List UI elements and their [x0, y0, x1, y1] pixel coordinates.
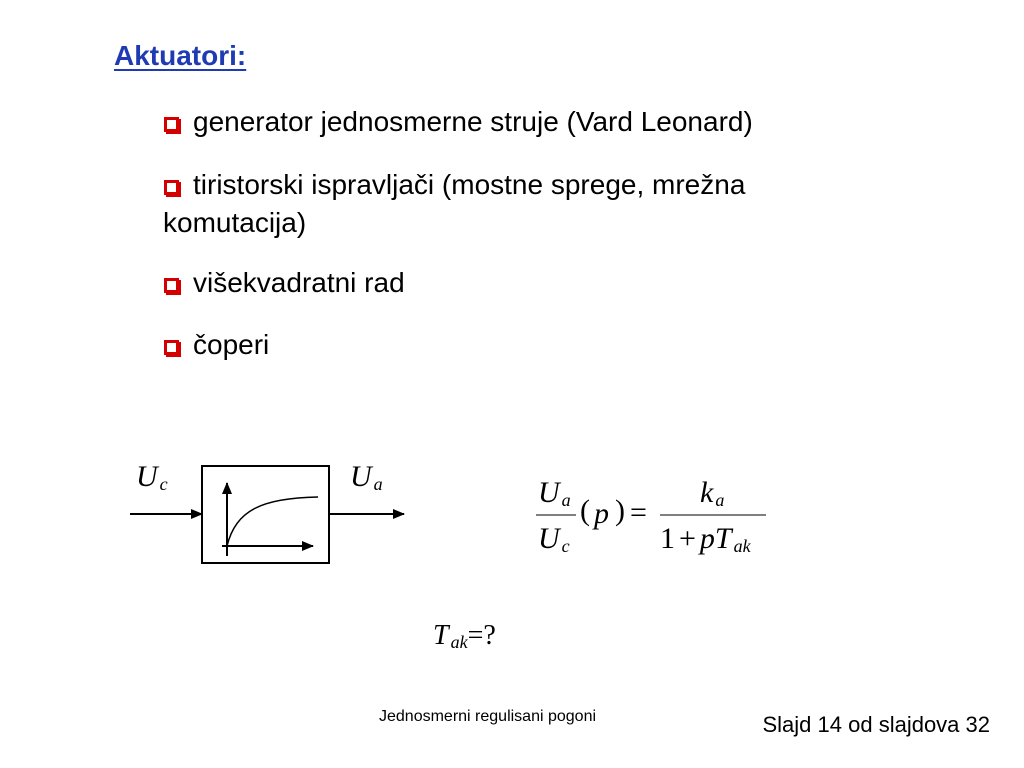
bullet-text-continuation: komutacija): [163, 207, 307, 238]
formula-rhs-denominator: 1 + pT $_{ak}$: [660, 522, 751, 556]
bullet-text: čoperi: [193, 329, 270, 360]
input-signal-label: U $_c$: [136, 460, 168, 494]
formula-equals: =: [630, 496, 647, 529]
formula-paren-open: (: [580, 494, 590, 527]
bullet-text: tiristorski ispravljači (mostne sprege, mrežna: [193, 169, 746, 200]
footer-text: Jednosmerni regulisani pogoni: [379, 708, 597, 725]
slide-title: Aktuatori:: [114, 40, 247, 71]
formula-lhs-numerator: U $_a$: [538, 476, 571, 510]
bullet-text: generator jednosmerne struje (Vard Leonard): [193, 106, 753, 137]
time-constant-question: T $_{ak}$=?: [433, 620, 496, 652]
formula-rhs-numerator: k $_a$: [700, 476, 725, 510]
formula-argument: p: [594, 497, 609, 530]
formula-lhs-denominator: U $_c$: [538, 522, 570, 556]
formula-paren-close: ): [615, 494, 625, 527]
output-signal-label: U $_a$: [350, 460, 383, 494]
bullet-text: višekvadratni rad: [193, 267, 405, 298]
transfer-block: [202, 466, 329, 563]
slide-number: Slajd 14 od slajdova 32: [762, 712, 990, 737]
